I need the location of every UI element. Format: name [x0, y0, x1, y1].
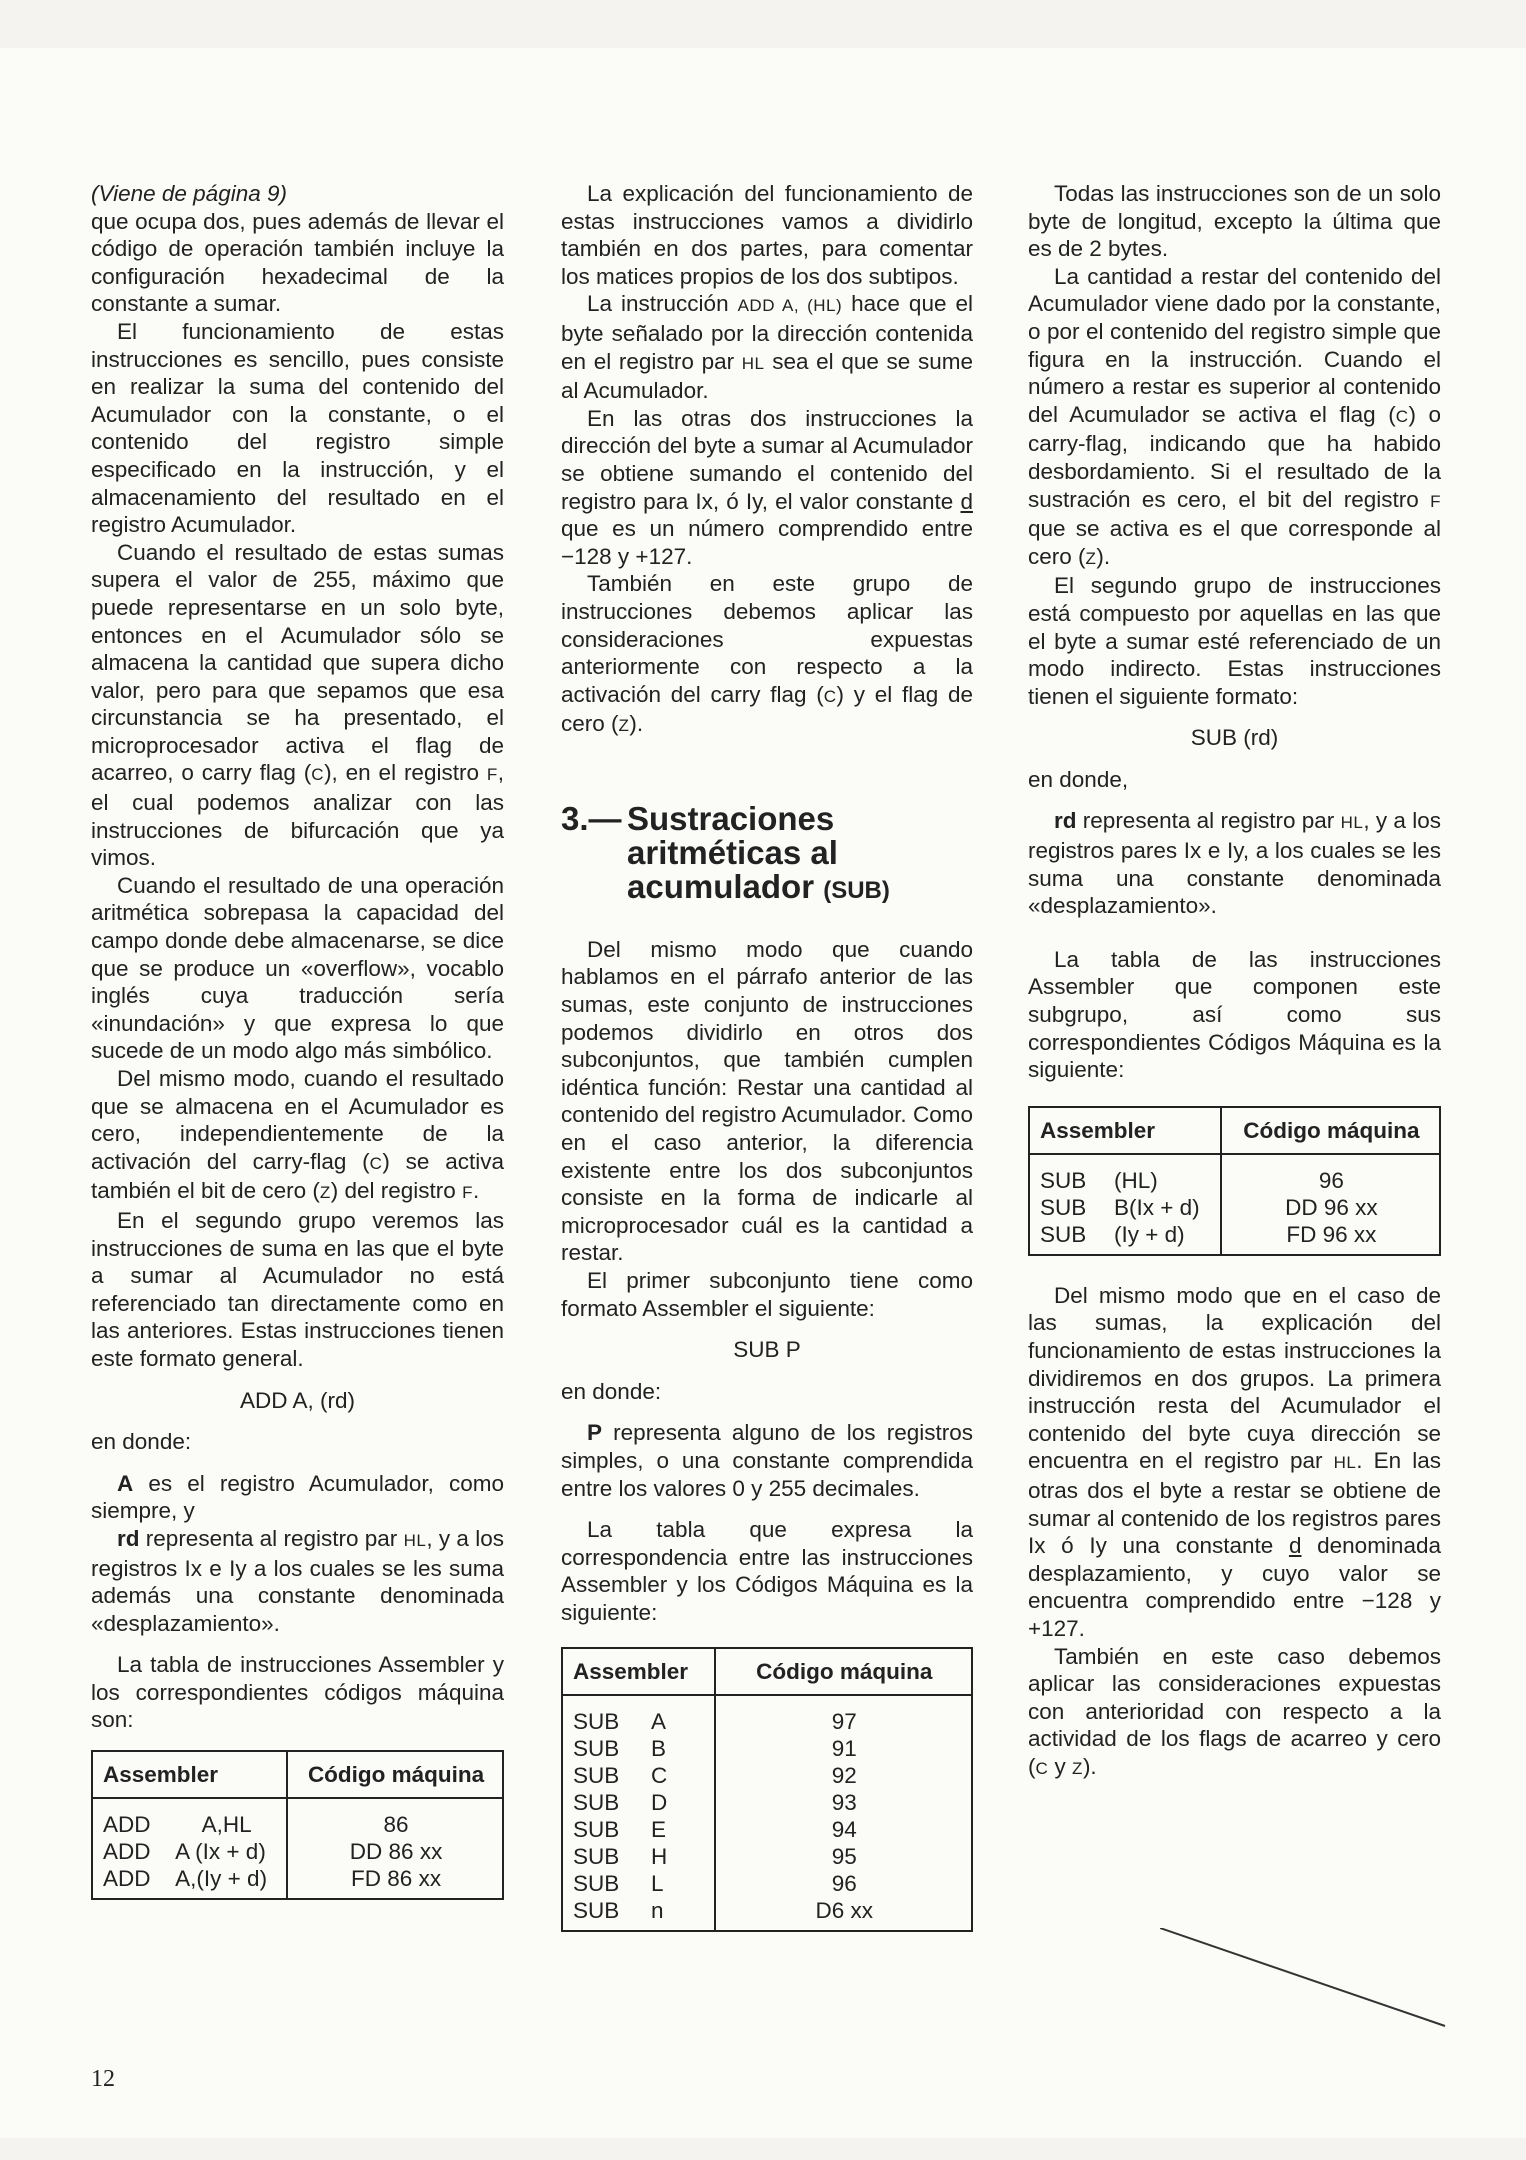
table-row: SUB (HL) 96: [1029, 1154, 1440, 1194]
format-line: ADD A, (rd): [239, 1387, 356, 1413]
table-row: SUB B 91: [573, 1735, 857, 1761]
paragraph: El funcionamiento de estas instrucciones es sencillo, pues consiste en realizar la suma del contenido del Acumulador con la constante, o el contenido del registro simple especificado en la instrucción, y el almacenamiento del resultado en el registro Acumulador.: [91, 318, 504, 538]
table-row: SUB B(Ix + d) DD 96 xx: [1040, 1194, 1378, 1220]
table-row: SUB L 96: [573, 1870, 857, 1896]
paragraph: Todas las instrucciones son de un solo byte de longitud, excepto la última que es de 2 bytes.: [1028, 181, 1441, 262]
table-row: SUB n D6 xx: [562, 1897, 972, 1931]
table-row: SUB A 97: [562, 1695, 972, 1735]
table-row: SUB (Iy + d) FD 96 xx: [1029, 1221, 1440, 1255]
paragraph: Del mismo modo que en el caso de las sumas, la explicación del funcionamiento de estas instrucciones la dividiremos en dos grupos. La primera instrucción resta del Acumulador el contenido del byte cuya dirección se encuentra en el registro par HL. En las otras dos el byte a restar se obtiene de sumar al contenido de los registros pares Ix ó Iy una constante d denominada desplazamiento, y cuyo valor se encuentra comprendido entre −128 y +127.: [1028, 1282, 1441, 1641]
sub-instructions-table: [561, 1647, 973, 1932]
format-line: SUB (rd): [1190, 725, 1279, 751]
paragraph: El primer subconjunto tiene como formato Assembler el siguiente:: [561, 1268, 973, 1321]
en-donde: en donde:: [561, 1378, 662, 1404]
table-row: ADD A (Ix + d) DD 86 xx: [103, 1839, 443, 1865]
format-line: SUB P: [733, 1337, 801, 1363]
paragraph: La instrucción ADD A, (HL) hace que el byte señalado por la dirección contenida en el registro par HL sea el que se sume al Acumulador.: [561, 291, 973, 404]
paragraph: Cuando el resultado de una operación aritmética sobrepasa la capacidad del campo donde debe almacenarse, se dice que se produce un «overflow», vocablo inglés cuya traducción sería «inundación» y que expresa lo que sucede de un modo algo más simbólico.: [91, 872, 504, 1064]
section-heading: 3.— Sustraciones aritméticas al acumulador (SUB): [561, 799, 890, 905]
table-header-code: Código máquina: [715, 1648, 972, 1695]
paragraph: También en este grupo de instrucciones debemos aplicar las consideraciones expuestas anteriormente con respecto a la activación del carry flag (C) y el flag de cero (Z).: [561, 571, 973, 737]
paragraph: La tabla que expresa la correspondencia entre las instrucciones Assembler y los Códigos Máquina es la siguiente:: [561, 1517, 973, 1625]
table-row: SUB E 94: [573, 1816, 857, 1842]
paragraph: La tabla de instrucciones Assembler y los correspondientes códigos máquina son:: [91, 1652, 504, 1733]
sub-indirect-table: [1028, 1106, 1441, 1256]
table-row: ADD A,HL 86: [92, 1798, 503, 1838]
table-header-assembler: Assembler: [1029, 1107, 1221, 1154]
continuation-note: (Viene de página 9): [91, 181, 287, 206]
paragraph: Del mismo modo que cuando hablamos en el párrafo anterior de las sumas, este conjunto de instrucciones podemos dividirlo en otros dos subconjuntos, que también cumplen idéntica función: Restar una cantidad al contenido del registro Acumulador. Como en el caso anterior, la diferencia existente entre los dos subconjuntos consiste en la forma de indicarle al microprocesador cuál es la cantidad a restar.: [561, 936, 973, 1266]
definition-p: P representa alguno de los registros simples, o una constante comprendida entre los valores 0 y 255 decimales.: [561, 1420, 973, 1501]
table-header-code: Código máquina: [287, 1751, 503, 1798]
table-row: ADD A,(Iy + d) FD 86 xx: [92, 1865, 503, 1899]
paragraph: En las otras dos instrucciones la dirección del byte a sumar al Acumulador se obtiene sumando el contenido del registro para Ix, ó Iy, el valor constante d que es un número comprendido entre −128 y +127.: [561, 405, 973, 569]
table-header-code: Código máquina: [1221, 1107, 1440, 1154]
paragraph: La tabla de las instrucciones Assembler que componen este subgrupo, así como sus correspondientes Códigos Máquina es la siguiente:: [1028, 946, 1441, 1083]
table-row: SUB H 95: [573, 1843, 857, 1869]
end-of-article-line: [1160, 1928, 1450, 2048]
paragraph: Cuando el resultado de estas sumas supera el valor de 255, máximo que puede representarse en un solo byte, entonces en el Acumulador sólo se almacena la cantidad que supera dicho valor, pero para que sepamos que esa circunstancia se ha presentado, el microprocesador activa el flag de acarreo, o carry flag (C), en el registro F, el cual podemos analizar con las instrucciones de bifurcación que ya vimos.: [91, 539, 504, 871]
table-header-assembler: Assembler: [92, 1751, 287, 1798]
paragraph: En el segundo grupo veremos las instrucciones de suma en las que el byte a sumar al Acumulador no está referenciado tan directamente como en las anteriores. Estas instrucciones tienen este formato general.: [91, 1207, 504, 1371]
page-number: 12: [91, 2066, 115, 2092]
paragraph: La cantidad a restar del contenido del Acumulador viene dado por la constante, o por el contenido del registro simple que figura en la instrucción. Cuando el número a restar es superior al contenido del Acumulador se activa el flag (C) o carry-flag, indicando que ha habido desbordamiento. Si el resultado de la sustración es cero, el bit del registro F que se activa es el que corresponde al cero (Z).: [1028, 263, 1441, 569]
definition-rd: rd representa al registro par HL, y a los registros Ix e Iy a los cuales se les suma además una constante denominada «desplazamiento».: [91, 1525, 505, 1636]
paragraph: La explicación del funcionamiento de estas instrucciones vamos a dividirlo también en dos partes, para comentar los matices propios de los dos subtipos.: [561, 181, 973, 289]
definition-a: A es el registro Acumulador, como siempre, y: [91, 1470, 504, 1524]
table-row: SUB C 92: [573, 1762, 857, 1788]
paragraph: que ocupa dos, pues además de llevar el código de operación también incluye la configuración hexadecimal de la constante a sumar.: [91, 208, 504, 317]
magazine-page: [0, 48, 1526, 2138]
column-3: [1028, 180, 1441, 1783]
en-donde: en donde,: [1028, 766, 1129, 792]
column-1: [91, 180, 504, 1906]
add-instructions-table: [91, 1750, 504, 1900]
column-2: [561, 180, 973, 1938]
paragraph: El segundo grupo de instrucciones está compuesto por aquellas en las que el byte a sumar esté referenciado de un modo indirecto. Estas instrucciones tienen el siguiente formato:: [1028, 573, 1441, 709]
table-row: SUB D 93: [573, 1789, 857, 1815]
table-header-assembler: Assembler: [562, 1648, 715, 1695]
definition-rd: rd representa al registro par HL, y a los registros pares Ix e Iy, a los cuales se les suma una constante denominada «desplazamiento».: [1028, 808, 1442, 919]
paragraph: También en este caso debemos aplicar las consideraciones expuestas con anterioridad con respecto a la actividad de los flags de acarreo y cero (C y Z).: [1028, 1643, 1441, 1779]
en-donde: en donde:: [91, 1429, 192, 1455]
paragraph: Del mismo modo, cuando el resultado que se almacena en el Acumulador es cero, independientemente de la activación del carry-flag (C) se activa también el bit de cero (Z) del registro F.: [91, 1066, 504, 1204]
